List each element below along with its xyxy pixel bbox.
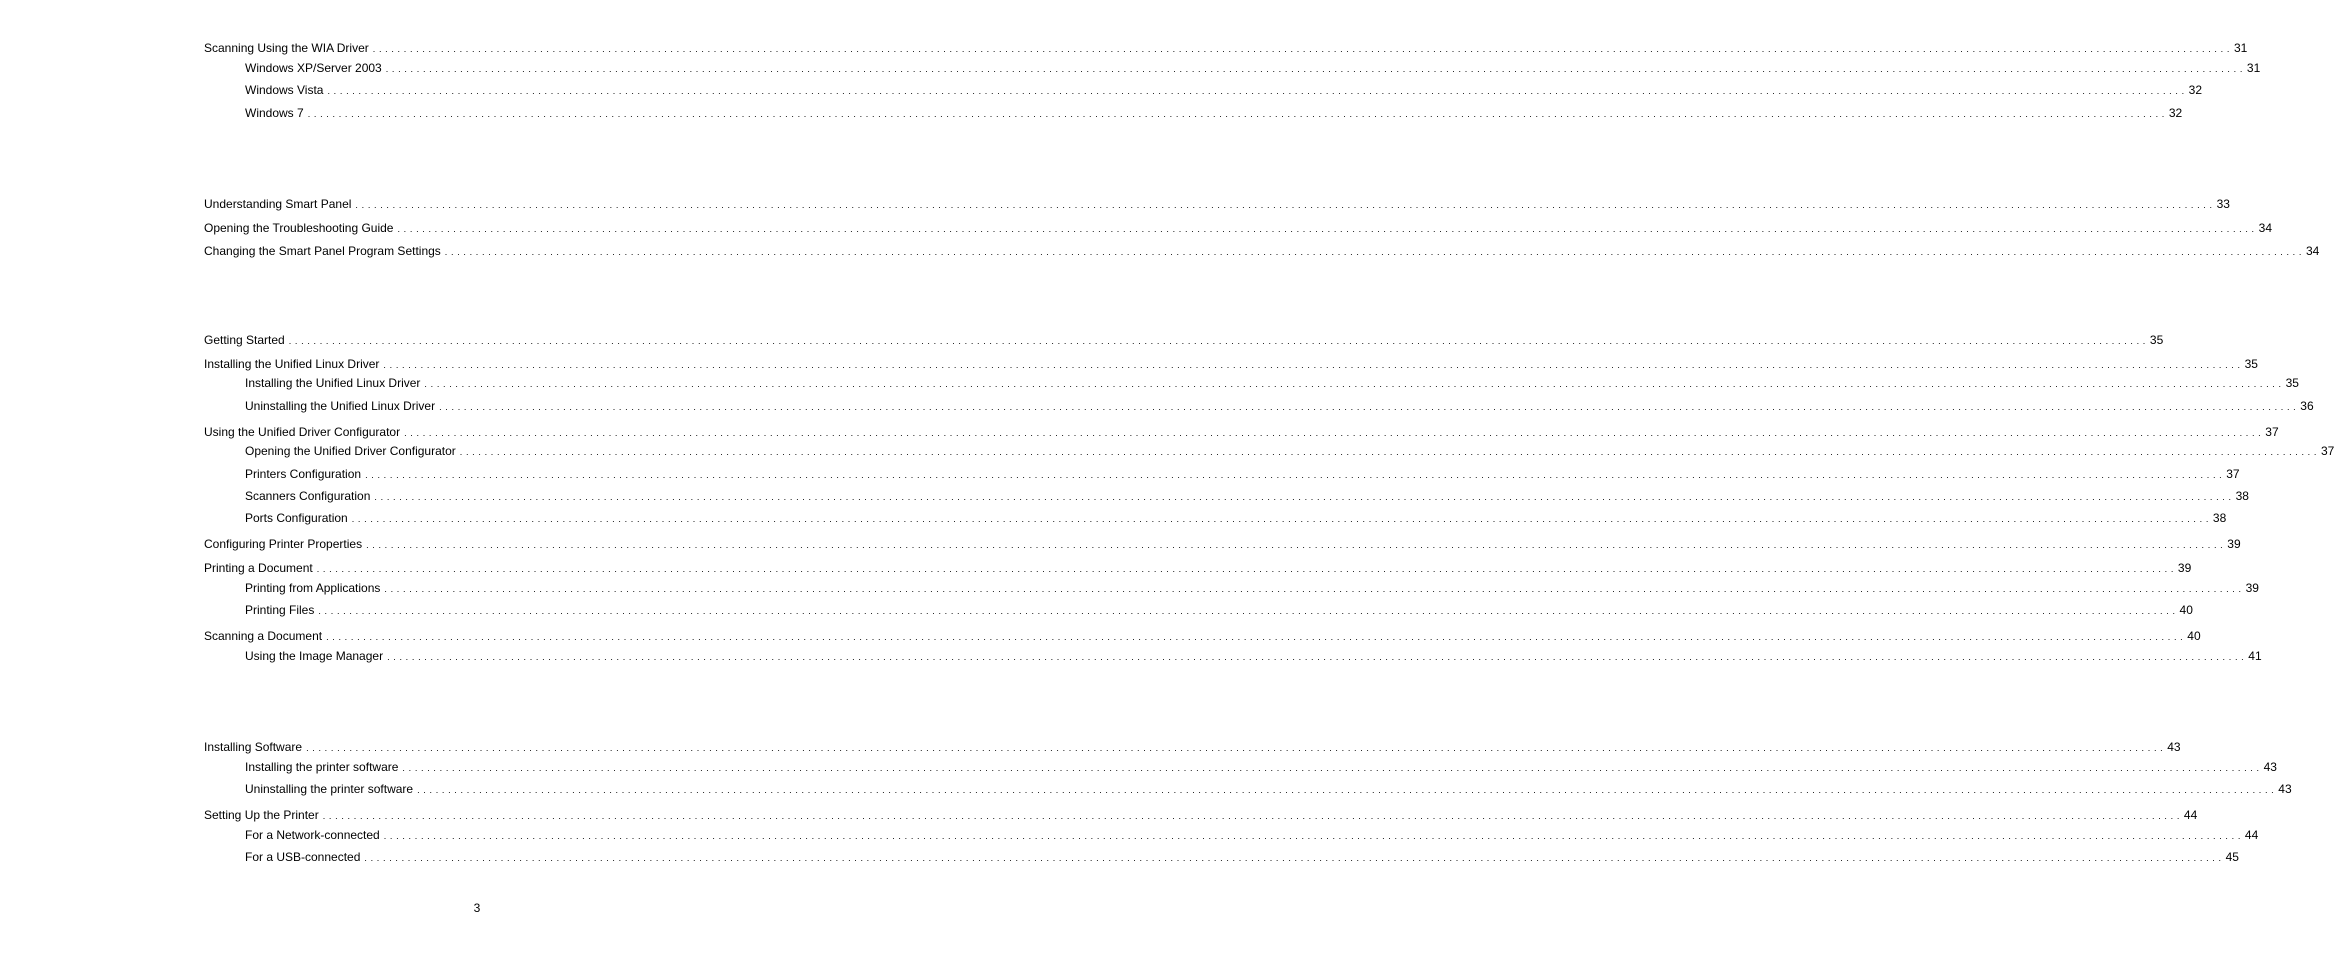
toc-entry (245, 399, 2314, 415)
toc-entry (245, 489, 2249, 505)
toc-entry-title: Scanners Configuration (245, 489, 371, 503)
dot-leader: . . . . . . . . . . . . . . . . . . . . . . . . . . . . . . . . . . . . . . . . . . . . . . . . . . . . . . . . . . . . . . . . . . . . . . . . . . . . . . . . . . . . . . . . . . . . . . . . . . . . . . . . . . . . . . . . . . . . . . . . . . . . . . . . . . . . . . . . . . . . . . . . . . . . . . . . . . . . . . . . . . . . . . . . . . . . . . . . . . . . . . . . . . . . . . . . . . . . . . . . . . . . . . . . . . . . . . . . . . . . . . . . . . . . . . . . . . . . . . . . . . . . . . . . . . . . . . . . . . . . . . . . . . . . . . . . . . . . . . . . . . . . . . . . . . . . . . . . . . . . (326, 632, 2184, 642)
toc-entry (204, 808, 2198, 824)
toc-entry (204, 629, 2201, 645)
toc-entry-title: Scanning a Document (204, 629, 323, 643)
dot-leader: . . . . . . . . . . . . . . . . . . . . . . . . . . . . . . . . . . . . . . . . . . . . . . . . . . . . . . . . . . . . . . . . . . . . . . . . . . . . . . . . . . . . . . . . . . . . . . . . . . . . . . . . . . . . . . . . . . . . . . . . . . . . . . . . . . . . . . . . . . . . . . . . . . . . . . . . . . . . . . . . . . . . . . . . . . . . . . . . . . . . . . . . . . . . . . . . . . . . . . . . . . . . . . . . . . . . . . . . . . . . . . . . . . . . . . . . . . . . . . . . . . . . . . . . . . . . . . . . . . . . . . . . . . . . . . . . . . . . . . . . . . . . . . . . . . . . . . . . . . . . (387, 652, 2245, 662)
toc-entry (245, 106, 2183, 122)
dot-leader: . . . . . . . . . . . . . . . . . . . . . . . . . . . . . . . . . . . . . . . . . . . . . . . . . . . . . . . . . . . . . . . . . . . . . . . . . . . . . . . . . . . . . . . . . . . . . . . . . . . . . . . . . . . . . . . . . . . . . . . . . . . . . . . . . . . . . . . . . . . . . . . . . . . . . . . . . . . . . . . . . . . . . . . . . . . . . . . . . . . . . . . . . . . . . . . . . . . . . . . . . . . . . . . . . . . . . . . . . . . . . . . . . . . . . . . . . . . . . . . . . . . . . . . . . . . . . . . . . . . . . . . . . . . . . . . . . . . . . . . . . . . . . . . . . . . . . . . . . . . . (365, 470, 2223, 480)
toc-entry (245, 83, 2203, 99)
dot-leader: . . . . . . . . . . . . . . . . . . . . . . . . . . . . . . . . . . . . . . . . . . . . . . . . . . . . . . . . . . . . . . . . . . . . . . . . . . . . . . . . . . . . . . . . . . . . . . . . . . . . . . . . . . . . . . . . . . . . . . . . . . . . . . . . . . . . . . . . . . . . . . . . . . . . . . . . . . . . . . . . . . . . . . . . . . . . . . . . . . . . . . . . . . . . . . . . . . . . . . . . . . . . . . . . . . . . . . . . . . . . . . . . . . . . . . . . . . . . . . . . . . . . . . . . . . . . . . . . . . . . . . . . . . . . . . . . . . . . . . . . . . . . . . . . . . . . . . . . . . . . (439, 402, 2297, 412)
toc-entry-title: Ports Configuration (245, 511, 348, 525)
dot-leader: . . . . . . . . . . . . . . . . . . . . . . . . . . . . . . . . . . . . . . . . . . . . . . . . . . . . . . . . . . . . . . . . . . . . . . . . . . . . . . . . . . . . . . . . . . . . . . . . . . . . . . . . . . . . . . . . . . . . . . . . . . . . . . . . . . . . . . . . . . . . . . . . . . . . . . . . . . . . . . . . . . . . . . . . . . . . . . . . . . . . . . . . . . . . . . . . . . . . . . . . . . . . . . . . . . . . . . . . . . . . . . . . . . . . . . . . . . . . . . . . . . . . . . . . . . . . . . . . . . . . . . . . . . . . . . . . . . . . . . . . . . . . . . . . . . . . . . . . . . . . (444, 247, 2302, 257)
toc-entry-page: 45 (2225, 850, 2239, 864)
toc-entry-title: Uninstalling the printer software (245, 782, 414, 796)
toc-entry-page: 31 (2233, 41, 2248, 55)
toc-entry (245, 511, 2227, 527)
toc-entry (245, 603, 2193, 619)
dot-leader: . . . . . . . . . . . . . . . . . . . . . . . . . . . . . . . . . . . . . . . . . . . . . . . . . . . . . . . . . . . . . . . . . . . . . . . . . . . . . . . . . . . . . . . . . . . . . . . . . . . . . . . . . . . . . . . . . . . . . . . . . . . . . . . . . . . . . . . . . . . . . . . . . . . . . . . . . . . . . . . . . . . . . . . . . . . . . . . . . . . . . . . . . . . . . . . . . . . . . . . . . . . . . . . . . . . . . . . . . . . . . . . . . . . . . . . . . . . . . . . . . . . . . . . . . . . . . . . . . . . . . . . . . . . . . . . . . . . . . . . . . . . . . . . . . . . . . . . . . . . . (372, 44, 2230, 54)
toc-entry-title: Installing the Unified Linux Driver (245, 376, 421, 390)
dot-leader: . . . . . . . . . . . . . . . . . . . . . . . . . . . . . . . . . . . . . . . . . . . . . . . . . . . . . . . . . . . . . . . . . . . . . . . . . . . . . . . . . . . . . . . . . . . . . . . . . . . . . . . . . . . . . . . . . . . . . . . . . . . . . . . . . . . . . . . . . . . . . . . . . . . . . . . . . . . . . . . . . . . . . . . . . . . . . . . . . . . . . . . . . . . . . . . . . . . . . . . . . . . . . . . . . . . . . . . . . . . . . . . . . . . . . . . . . . . . . . . . . . . . . . . . . . . . . . . . . . . . . . . . . . . . . . . . . . . . . . . . . . . . . . . . . . . . . . . . . . . . (402, 763, 2260, 773)
toc-entry-title: Setting Up the Printer (204, 808, 319, 822)
toc-entry-title: Installing Software (204, 740, 303, 754)
toc-entry-page: 44 (2183, 808, 2198, 822)
toc-entry-page: 38 (2212, 511, 2227, 525)
toc-entry-title: Printing a Document (204, 561, 313, 575)
toc-entry-page: 40 (2179, 603, 2193, 617)
toc-entry-page: 37 (2265, 425, 2279, 439)
dot-leader: . . . . . . . . . . . . . . . . . . . . . . . . . . . . . . . . . . . . . . . . . . . . . . . . . . . . . . . . . . . . . . . . . . . . . . . . . . . . . . . . . . . . . . . . . . . . . . . . . . . . . . . . . . . . . . . . . . . . . . . . . . . . . . . . . . . . . . . . . . . . . . . . . . . . . . . . . . . . . . . . . . . . . . . . . . . . . . . . . . . . . . . . . . . . . . . . . . . . . . . . . . . . . . . . . . . . . . . . . . . . . . . . . . . . . . . . . . . . . . . . . . . . . . . . . . . . . . . . . . . . . . . . . . . . . . . . . . . . . . . . . . . . . . . . . . . . . . . . . . . . (316, 564, 2174, 574)
toc-entry-page: 34 (2258, 221, 2273, 235)
toc-entry-page: 35 (2149, 333, 2164, 347)
toc-entry-page: 32 (2168, 106, 2183, 120)
toc-entry (204, 357, 2258, 373)
toc-entry-page: 43 (2278, 782, 2292, 796)
dot-leader: . . . . . . . . . . . . . . . . . . . . . . . . . . . . . . . . . . . . . . . . . . . . . . . . . . . . . . . . . . . . . . . . . . . . . . . . . . . . . . . . . . . . . . . . . . . . . . . . . . . . . . . . . . . . . . . . . . . . . . . . . . . . . . . . . . . . . . . . . . . . . . . . . . . . . . . . . . . . . . . . . . . . . . . . . . . . . . . . . . . . . . . . . . . . . . . . . . . . . . . . . . . . . . . . . . . . . . . . . . . . . . . . . . . . . . . . . . . . . . . . . . . . . . . . . . . . . . . . . . . . . . . . . . . . . . . . . . . . . . . . . . . . . . . . . . . . . . . . . . . . (459, 447, 2317, 457)
toc-entry-title: Printers Configuration (245, 467, 362, 481)
toc-entry-title: Windows Vista (245, 83, 324, 97)
dot-leader: . . . . . . . . . . . . . . . . . . . . . . . . . . . . . . . . . . . . . . . . . . . . . . . . . . . . . . . . . . . . . . . . . . . . . . . . . . . . . . . . . . . . . . . . . . . . . . . . . . . . . . . . . . . . . . . . . . . . . . . . . . . . . . . . . . . . . . . . . . . . . . . . . . . . . . . . . . . . . . . . . . . . . . . . . . . . . . . . . . . . . . . . . . . . . . . . . . . . . . . . . . . . . . . . . . . . . . . . . . . . . . . . . . . . . . . . . . . . . . . . . . . . . . . . . . . . . . . . . . . . . . . . . . . . . . . . . . . . . . . . . . . . . . . . . . . . . . . . . . . . (383, 831, 2241, 841)
dot-leader: . . . . . . . . . . . . . . . . . . . . . . . . . . . . . . . . . . . . . . . . . . . . . . . . . . . . . . . . . . . . . . . . . . . . . . . . . . . . . . . . . . . . . . . . . . . . . . . . . . . . . . . . . . . . . . . . . . . . . . . . . . . . . . . . . . . . . . . . . . . . . . . . . . . . . . . . . . . . . . . . . . . . . . . . . . . . . . . . . . . . . . . . . . . . . . . . . . . . . . . . . . . . . . . . . . . . . . . . . . . . . . . . . . . . . . . . . . . . . . . . . . . . . . . . . . . . . . . . . . . . . . . . . . . . . . . . . . . . . . . . . . . . . . . . . . . . . . . . . . . . (366, 540, 2224, 550)
dot-leader: . . . . . . . . . . . . . . . . . . . . . . . . . . . . . . . . . . . . . . . . . . . . . . . . . . . . . . . . . . . . . . . . . . . . . . . . . . . . . . . . . . . . . . . . . . . . . . . . . . . . . . . . . . . . . . . . . . . . . . . . . . . . . . . . . . . . . . . . . . . . . . . . . . . . . . . . . . . . . . . . . . . . . . . . . . . . . . . . . . . . . . . . . . . . . . . . . . . . . . . . . . . . . . . . . . . . . . . . . . . . . . . . . . . . . . . . . . . . . . . . . . . . . . . . . . . . . . . . . . . . . . . . . . . . . . . . . . . . . . . . . . . . . . . . . . . . . . . . . . . . (327, 86, 2185, 96)
toc-entry-title: Opening the Unified Driver Configurator (245, 444, 456, 458)
toc-entry-title: Printing from Applications (245, 581, 381, 595)
toc-entry-page: 36 (2300, 399, 2314, 413)
toc-entry-page: 35 (2285, 376, 2299, 390)
toc-entry-title: Understanding Smart Panel (204, 197, 352, 211)
toc-entry-title: Installing the Unified Linux Driver (204, 357, 380, 371)
toc-entry-page: 35 (2244, 357, 2258, 371)
toc-entry-title: Getting Started (204, 333, 285, 347)
dot-leader: . . . . . . . . . . . . . . . . . . . . . . . . . . . . . . . . . . . . . . . . . . . . . . . . . . . . . . . . . . . . . . . . . . . . . . . . . . . . . . . . . . . . . . . . . . . . . . . . . . . . . . . . . . . . . . . . . . . . . . . . . . . . . . . . . . . . . . . . . . . . . . . . . . . . . . . . . . . . . . . . . . . . . . . . . . . . . . . . . . . . . . . . . . . . . . . . . . . . . . . . . . . . . . . . . . . . . . . . . . . . . . . . . . . . . . . . . . . . . . . . . . . . . . . . . . . . . . . . . . . . . . . . . . . . . . . . . . . . . . . . . . . . . . . . . . . . . . . . . . . . (417, 785, 2275, 795)
toc-entry (204, 333, 2164, 349)
toc-entry-page: 33 (2216, 197, 2230, 211)
toc-entry-page: 34 (2305, 244, 2320, 258)
toc-entry-page: 39 (2245, 581, 2259, 595)
toc-entry-title: Scanning Using the WIA Driver (204, 41, 369, 55)
toc-entry-page: 41 (2248, 649, 2262, 663)
toc-entry (204, 197, 2230, 213)
toc-entry-page: 38 (2235, 489, 2249, 503)
toc-entry-title: For a Network-connected (245, 828, 380, 842)
toc-entry-page: 39 (2227, 537, 2241, 551)
toc-entry-page: 39 (2177, 561, 2192, 575)
toc-entry (245, 581, 2259, 597)
toc-entry (204, 221, 2273, 237)
dot-leader: . . . . . . . . . . . . . . . . . . . . . . . . . . . . . . . . . . . . . . . . . . . . . . . . . . . . . . . . . . . . . . . . . . . . . . . . . . . . . . . . . . . . . . . . . . . . . . . . . . . . . . . . . . . . . . . . . . . . . . . . . . . . . . . . . . . . . . . . . . . . . . . . . . . . . . . . . . . . . . . . . . . . . . . . . . . . . . . . . . . . . . . . . . . . . . . . . . . . . . . . . . . . . . . . . . . . . . . . . . . . . . . . . . . . . . . . . . . . . . . . . . . . . . . . . . . . . . . . . . . . . . . . . . . . . . . . . . . . . . . . . . . . . . . . . . . . . . . . . . . . (288, 336, 2146, 346)
dot-leader: . . . . . . . . . . . . . . . . . . . . . . . . . . . . . . . . . . . . . . . . . . . . . . . . . . . . . . . . . . . . . . . . . . . . . . . . . . . . . . . . . . . . . . . . . . . . . . . . . . . . . . . . . . . . . . . . . . . . . . . . . . . . . . . . . . . . . . . . . . . . . . . . . . . . . . . . . . . . . . . . . . . . . . . . . . . . . . . . . . . . . . . . . . . . . . . . . . . . . . . . . . . . . . . . . . . . . . . . . . . . . . . . . . . . . . . . . . . . . . . . . . . . . . . . . . . . . . . . . . . . . . . . . . . . . . . . . . . . . . . . . . . . . . . . . . . . . . . . . . . . (351, 514, 2209, 524)
toc-entry-page: 44 (2244, 828, 2259, 842)
toc-entry (245, 850, 2239, 866)
dot-leader: . . . . . . . . . . . . . . . . . . . . . . . . . . . . . . . . . . . . . . . . . . . . . . . . . . . . . . . . . . . . . . . . . . . . . . . . . . . . . . . . . . . . . . . . . . . . . . . . . . . . . . . . . . . . . . . . . . . . . . . . . . . . . . . . . . . . . . . . . . . . . . . . . . . . . . . . . . . . . . . . . . . . . . . . . . . . . . . . . . . . . . . . . . . . . . . . . . . . . . . . . . . . . . . . . . . . . . . . . . . . . . . . . . . . . . . . . . . . . . . . . . . . . . . . . . . . . . . . . . . . . . . . . . . . . . . . . . . . . . . . . . . . . . . . . . . . . . . . . . . . (322, 811, 2180, 821)
page-number: 3 (473, 901, 481, 915)
toc-entry-page: 43 (2167, 740, 2181, 754)
toc-entry-title: Using the Unified Driver Configurator (204, 425, 401, 439)
toc-entry-title: Using the Image Manager (245, 649, 384, 663)
toc-entry-title: Configuring Printer Properties (204, 537, 363, 551)
toc-entry-title: Changing the Smart Panel Program Settings (204, 244, 441, 258)
toc-entry-page: 37 (2320, 444, 2334, 458)
toc-entry (245, 649, 2262, 665)
dot-leader: . . . . . . . . . . . . . . . . . . . . . . . . . . . . . . . . . . . . . . . . . . . . . . . . . . . . . . . . . . . . . . . . . . . . . . . . . . . . . . . . . . . . . . . . . . . . . . . . . . . . . . . . . . . . . . . . . . . . . . . . . . . . . . . . . . . . . . . . . . . . . . . . . . . . . . . . . . . . . . . . . . . . . . . . . . . . . . . . . . . . . . . . . . . . . . . . . . . . . . . . . . . . . . . . . . . . . . . . . . . . . . . . . . . . . . . . . . . . . . . . . . . . . . . . . . . . . . . . . . . . . . . . . . . . . . . . . . . . . . . . . . . . . . . . . . . . . . . . . . . . (424, 379, 2282, 389)
toc-entry-title: Windows 7 (245, 106, 304, 120)
toc-entry (245, 760, 2277, 776)
dot-leader: . . . . . . . . . . . . . . . . . . . . . . . . . . . . . . . . . . . . . . . . . . . . . . . . . . . . . . . . . . . . . . . . . . . . . . . . . . . . . . . . . . . . . . . . . . . . . . . . . . . . . . . . . . . . . . . . . . . . . . . . . . . . . . . . . . . . . . . . . . . . . . . . . . . . . . . . . . . . . . . . . . . . . . . . . . . . . . . . . . . . . . . . . . . . . . . . . . . . . . . . . . . . . . . . . . . . . . . . . . . . . . . . . . . . . . . . . . . . . . . . . . . . . . . . . . . . . . . . . . . . . . . . . . . . . . . . . . . . . . . . . . . . . . . . . . . . . . . . . . . . (307, 109, 2165, 119)
dot-leader: . . . . . . . . . . . . . . . . . . . . . . . . . . . . . . . . . . . . . . . . . . . . . . . . . . . . . . . . . . . . . . . . . . . . . . . . . . . . . . . . . . . . . . . . . . . . . . . . . . . . . . . . . . . . . . . . . . . . . . . . . . . . . . . . . . . . . . . . . . . . . . . . . . . . . . . . . . . . . . . . . . . . . . . . . . . . . . . . . . . . . . . . . . . . . . . . . . . . . . . . . . . . . . . . . . . . . . . . . . . . . . . . . . . . . . . . . . . . . . . . . . . . . . . . . . . . . . . . . . . . . . . . . . . . . . . . . . . . . . . . . . . . . . . . . . . . . . . . . . . . (397, 224, 2255, 234)
toc-entry-title: For a USB-connected (245, 850, 361, 864)
toc-entry-page: 43 (2263, 760, 2277, 774)
toc-entry (204, 537, 2241, 553)
toc-entry (204, 740, 2181, 756)
dot-leader: . . . . . . . . . . . . . . . . . . . . . . . . . . . . . . . . . . . . . . . . . . . . . . . . . . . . . . . . . . . . . . . . . . . . . . . . . . . . . . . . . . . . . . . . . . . . . . . . . . . . . . . . . . . . . . . . . . . . . . . . . . . . . . . . . . . . . . . . . . . . . . . . . . . . . . . . . . . . . . . . . . . . . . . . . . . . . . . . . . . . . . . . . . . . . . . . . . . . . . . . . . . . . . . . . . . . . . . . . . . . . . . . . . . . . . . . . . . . . . . . . . . . . . . . . . . . . . . . . . . . . . . . . . . . . . . . . . . . . . . . . . . . . . . . . . . . . . . . . . . . (306, 743, 2164, 753)
dot-leader: . . . . . . . . . . . . . . . . . . . . . . . . . . . . . . . . . . . . . . . . . . . . . . . . . . . . . . . . . . . . . . . . . . . . . . . . . . . . . . . . . . . . . . . . . . . . . . . . . . . . . . . . . . . . . . . . . . . . . . . . . . . . . . . . . . . . . . . . . . . . . . . . . . . . . . . . . . . . . . . . . . . . . . . . . . . . . . . . . . . . . . . . . . . . . . . . . . . . . . . . . . . . . . . . . . . . . . . . . . . . . . . . . . . . . . . . . . . . . . . . . . . . . . . . . . . . . . . . . . . . . . . . . . . . . . . . . . . . . . . . . . . . . . . . . . . . . . . . . . . . (318, 606, 2176, 616)
toc-entry-title: Installing the printer software (245, 760, 399, 774)
dot-leader: . . . . . . . . . . . . . . . . . . . . . . . . . . . . . . . . . . . . . . . . . . . . . . . . . . . . . . . . . . . . . . . . . . . . . . . . . . . . . . . . . . . . . . . . . . . . . . . . . . . . . . . . . . . . . . . . . . . . . . . . . . . . . . . . . . . . . . . . . . . . . . . . . . . . . . . . . . . . . . . . . . . . . . . . . . . . . . . . . . . . . . . . . . . . . . . . . . . . . . . . . . . . . . . . . . . . . . . . . . . . . . . . . . . . . . . . . . . . . . . . . . . . . . . . . . . . . . . . . . . . . . . . . . . . . . . . . . . . . . . . . . . . . . . . . . . . . . . . . . . . (374, 492, 2232, 502)
toc-entry-page: 37 (2226, 467, 2240, 481)
toc-entry-page: 31 (2246, 61, 2261, 75)
toc-entry (245, 467, 2240, 483)
toc-entry (245, 61, 2261, 77)
dot-leader: . . . . . . . . . . . . . . . . . . . . . . . . . . . . . . . . . . . . . . . . . . . . . . . . . . . . . . . . . . . . . . . . . . . . . . . . . . . . . . . . . . . . . . . . . . . . . . . . . . . . . . . . . . . . . . . . . . . . . . . . . . . . . . . . . . . . . . . . . . . . . . . . . . . . . . . . . . . . . . . . . . . . . . . . . . . . . . . . . . . . . . . . . . . . . . . . . . . . . . . . . . . . . . . . . . . . . . . . . . . . . . . . . . . . . . . . . . . . . . . . . . . . . . . . . . . . . . . . . . . . . . . . . . . . . . . . . . . . . . . . . . . . . . . . . . . . . . . . . . . . (383, 360, 2241, 370)
toc-entry-title: Printing Files (245, 603, 315, 617)
toc-entry (204, 41, 2248, 57)
toc-entry (245, 376, 2299, 392)
toc-entry (245, 444, 2334, 460)
toc-entry-title: Opening the Troubleshooting Guide (204, 221, 394, 235)
toc-entry (204, 425, 2279, 441)
toc-entry-page: 40 (2187, 629, 2201, 643)
toc-entry (245, 828, 2259, 844)
toc-entry-title: Windows XP/Server 2003 (245, 61, 382, 75)
dot-leader: . . . . . . . . . . . . . . . . . . . . . . . . . . . . . . . . . . . . . . . . . . . . . . . . . . . . . . . . . . . . . . . . . . . . . . . . . . . . . . . . . . . . . . . . . . . . . . . . . . . . . . . . . . . . . . . . . . . . . . . . . . . . . . . . . . . . . . . . . . . . . . . . . . . . . . . . . . . . . . . . . . . . . . . . . . . . . . . . . . . . . . . . . . . . . . . . . . . . . . . . . . . . . . . . . . . . . . . . . . . . . . . . . . . . . . . . . . . . . . . . . . . . . . . . . . . . . . . . . . . . . . . . . . . . . . . . . . . . . . . . . . . . . . . . . . . . . . . . . . . . (385, 64, 2243, 74)
dot-leader: . . . . . . . . . . . . . . . . . . . . . . . . . . . . . . . . . . . . . . . . . . . . . . . . . . . . . . . . . . . . . . . . . . . . . . . . . . . . . . . . . . . . . . . . . . . . . . . . . . . . . . . . . . . . . . . . . . . . . . . . . . . . . . . . . . . . . . . . . . . . . . . . . . . . . . . . . . . . . . . . . . . . . . . . . . . . . . . . . . . . . . . . . . . . . . . . . . . . . . . . . . . . . . . . . . . . . . . . . . . . . . . . . . . . . . . . . . . . . . . . . . . . . . . . . . . . . . . . . . . . . . . . . . . . . . . . . . . . . . . . . . . . . . . . . . . . . . . . . . . . (384, 584, 2242, 594)
dot-leader: . . . . . . . . . . . . . . . . . . . . . . . . . . . . . . . . . . . . . . . . . . . . . . . . . . . . . . . . . . . . . . . . . . . . . . . . . . . . . . . . . . . . . . . . . . . . . . . . . . . . . . . . . . . . . . . . . . . . . . . . . . . . . . . . . . . . . . . . . . . . . . . . . . . . . . . . . . . . . . . . . . . . . . . . . . . . . . . . . . . . . . . . . . . . . . . . . . . . . . . . . . . . . . . . . . . . . . . . . . . . . . . . . . . . . . . . . . . . . . . . . . . . . . . . . . . . . . . . . . . . . . . . . . . . . . . . . . . . . . . . . . . . . . . . . . . . . . . . . . . . (364, 853, 2222, 863)
dot-leader: . . . . . . . . . . . . . . . . . . . . . . . . . . . . . . . . . . . . . . . . . . . . . . . . . . . . . . . . . . . . . . . . . . . . . . . . . . . . . . . . . . . . . . . . . . . . . . . . . . . . . . . . . . . . . . . . . . . . . . . . . . . . . . . . . . . . . . . . . . . . . . . . . . . . . . . . . . . . . . . . . . . . . . . . . . . . . . . . . . . . . . . . . . . . . . . . . . . . . . . . . . . . . . . . . . . . . . . . . . . . . . . . . . . . . . . . . . . . . . . . . . . . . . . . . . . . . . . . . . . . . . . . . . . . . . . . . . . . . . . . . . . . . . . . . . . . . . . . . . . . (355, 200, 2213, 210)
toc-entry (204, 561, 2192, 577)
toc-entry (245, 782, 2292, 798)
dot-leader: . . . . . . . . . . . . . . . . . . . . . . . . . . . . . . . . . . . . . . . . . . . . . . . . . . . . . . . . . . . . . . . . . . . . . . . . . . . . . . . . . . . . . . . . . . . . . . . . . . . . . . . . . . . . . . . . . . . . . . . . . . . . . . . . . . . . . . . . . . . . . . . . . . . . . . . . . . . . . . . . . . . . . . . . . . . . . . . . . . . . . . . . . . . . . . . . . . . . . . . . . . . . . . . . . . . . . . . . . . . . . . . . . . . . . . . . . . . . . . . . . . . . . . . . . . . . . . . . . . . . . . . . . . . . . . . . . . . . . . . . . . . . . . . . . . . . . . . . . . . . (404, 428, 2262, 438)
toc-entry-page: 32 (2188, 83, 2203, 97)
toc-entry-title: Uninstalling the Unified Linux Driver (245, 399, 436, 413)
toc-entry (204, 244, 2320, 260)
